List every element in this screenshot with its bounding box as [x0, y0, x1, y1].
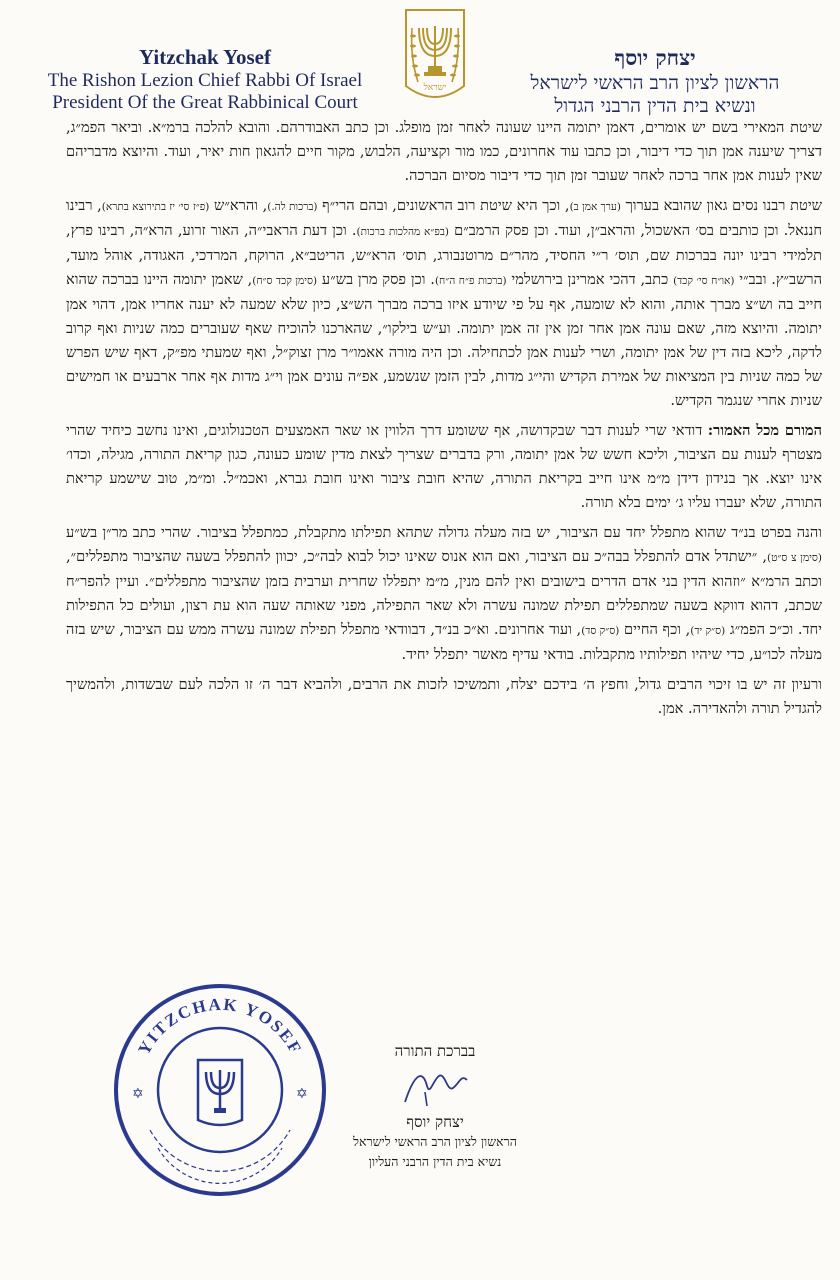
paragraph-blessing: ורעיון זה יש בו זיכוי הרבים גדול, וחפץ ה׳ בידכם יצלח, ותמשיכו לזכות את הרבים, ולהביא דבר ה׳ זו הלכה לעם שבשדות, ולהמשיך להגדיל תורה ולהאדירה. אמן.	[66, 676, 822, 717]
text-span: , והרא״ש	[209, 197, 268, 214]
text-span: שיטת רבנו נסים גאון שהובא בערוך	[620, 197, 822, 214]
text-span: , שאמן יתומה היינו בברכה שהוא חייב בה וש״צ מברך אותה, והוא לא שומעה, אף על פי שיודע איזו ברכה מברך הש״צ, כיון שלא שמעה לא יענה אחריו אמן, דהוי אמן יתומה. והיוצא מזה, שאם עונה אמן אחר זמן אין זה אמן יתומה. וע״ש בילקו״, שהארכנו להוכיח שאף שעוברים כמה שניות ואף קרוב לדקה, ליכא בזה דין של אמן יתומה, ושרי לענות אמן לכתחילה. וכן היה מורה אאמו״ר מרן זצוק״ל, ואף שמעתי מפ״ק, דאף שיש הפרש של כמה שניות בין המציאות של אמירת הקדיש והי״ג מדות, לבין הזמן שנשמע, אפ״ה עונים אמן וי״ג מדות אף אחר ארבעים או חמישים שניות אחרי שנגמר הקדיש.	[66, 271, 822, 409]
text-span: והנה בפרט בנ״ד שהוא מתפלל יחד עם הציבור, יש בזה מעלה גדולה שתהא תפילתו מתקבלת, כמתפלל בציבור. שהרי כתב מר״ן בש״ע	[66, 524, 822, 541]
closing-phrase: בברכת התורה	[394, 1042, 476, 1060]
signer-name: יצחק יוסף	[406, 1113, 464, 1131]
text-span: דודאי שרי לענות דבר שבקדושה, אף ששומע דרך הלווין או שאר האמצעים הטכנולוגים, ואינו נחשב כיחיד שהרי מצטרף לענות עם הציבור, וליכא חשש של אמן יתומה, ורק בדברים שצריך לצאת מדין שומע כעונה, כגון קריאת התורה, מגילה, וכדו׳ אינו יוצא. אך בנידון דידן מ״מ אינו חייב בקריאת התורה, שהיא חובת ציבור ואינו חובת גברא, ואכמ״ל. ומ״מ, טוב שישמע קריאת התורה, שלא יעברו עליו ג׳ ימים בלא תורה.	[66, 422, 822, 511]
text-span: . וכן דעת הראבי״ה, האור זרוע, הרא״ה, רבינו פרץ, תלמידי רבינו יונה בברכות שם, תוס׳ ר״י החסיד, מהר״ם מרוטנבורג, תוס׳ הרא״ש, הריטב״א, הרוקח, המרדכי, האגודה, אוהל מועד, הרשב״ץ. ובב״י	[66, 222, 822, 288]
paragraph-prayer	[66, 521, 822, 667]
citation: (ברכות פ״ח ה״ח)	[434, 275, 507, 287]
signer-subtitle: נשיא בית הדין הרבני העליון	[368, 1154, 502, 1169]
text-span: , רבינו חננאל. וכן כותבים בס׳ האשכול, והראב״ן, ועוד. וכן פסק הרמב״ם	[66, 197, 822, 239]
citation: (סימן קכד ס״ח)	[252, 275, 318, 287]
letterhead-en-name: Yitzchak Yosef	[138, 45, 271, 69]
handwritten-signature-icon	[375, 1062, 495, 1108]
svg-text:✡: ✡	[132, 1086, 144, 1102]
letterhead-en-subtitle: President Of the Great Rabbinical Court	[52, 92, 358, 113]
letter-body	[66, 116, 822, 727]
letterhead-hebrew	[490, 44, 820, 118]
letterhead-en-title: The Rishon Lezion Chief Rabbi Of Israel	[47, 70, 363, 91]
signer-title: הראשון לציון הרב הראשי לישראל	[353, 1134, 517, 1149]
text-span: , ועוד אחרונים. וא״כ בנ״ד, דבוודאי מתפלל תפילת שמונה עשרה ממש עם הציבור, שיש בזה מעלה לכו״ע, כדי שיהיו תפילותיו מתקבלות. בודאי עדיף מאשר יתפלל יחיד.	[66, 621, 822, 663]
svg-text:✡: ✡	[296, 1086, 308, 1102]
letterhead-he-name: יצחק יוסף	[614, 45, 696, 70]
citation: (פ״ז סי׳ יז בתירוצא בתרא)	[101, 201, 210, 213]
paragraph-meiri: שיטת המאירי בשם יש אומרים, דאמן יתומה היינו שעונה לאחר זמן מופלג. וכן כתב האבודרהם. והובא להלכה ברמ״א. וביאר הפמ״ג, דצריך שיענה אמן תוך כדי דיבור, וכן כתבו עוד אחרונים, כמו מור וקציעה, הלבוש, מקור חיים להגאון חות יאיר, ועוד. והיוצא מדבריהם שאין לענות אמן אחר ברכה לאחר שעובר זמן תוך כדי דיבור מסיום הברכה.	[66, 119, 822, 184]
menorah-emblem-icon	[404, 8, 466, 108]
rabbinate-stamp-icon	[110, 980, 330, 1200]
text-span: . וכן פסק מרן בש״ע	[317, 271, 435, 288]
stamp-text: YITZCHAK YOSEF	[134, 994, 306, 1058]
text-span: כתב, דהכי אמרינן בירושלמי	[506, 271, 674, 288]
citation: (סימן צ ס״ט)	[766, 552, 822, 564]
conclusion-heading: המורם מכל האמור:	[707, 422, 822, 439]
letterhead-he-title: הראשון לציון הרב הראשי לישראל	[530, 72, 780, 94]
citation: (ערך אמן ב)	[569, 201, 621, 213]
citation: (ברכות לה.)	[267, 201, 318, 213]
letterhead-he-subtitle: ונשיא בית הדין הרבני הגדול	[554, 95, 756, 117]
citation: (בפ״א מהלכות ברכות)	[356, 226, 449, 238]
text-span: , וכך היא שיטת רוב הראשונים, ובהם הרי״ף	[317, 197, 570, 214]
citation: (או״ח סי׳ קכד)	[673, 275, 735, 287]
signature-block	[300, 1040, 570, 1172]
text-span: , וכף החיים	[619, 621, 691, 638]
citation: (ס״ק סד)	[581, 625, 620, 637]
paragraph-conclusion	[66, 419, 822, 515]
emblem-label: ישראל	[423, 83, 447, 93]
text-span: , ״ישתדל אדם להתפלל בבה״כ עם הציבור, ואם הוא אנוס שאינו יכול לבוא לבה״כ, יכוון להתפלל בשעה שהציבור מתפללים״, וכתב הרמ״א ״וזהוא הדין בני אדם הדרים בישובים ואין להם מנין, מ״מ יתפללו שחרית וערבית בזמן שהציבור מתפללים״. ועיין להפר״ח שכתב, דהוא דווקא בשעה שמתפללים תפילת שמונה עשרה ולא שאר התפילה, מפני שאותה שעה הוא עת רצון, ועולים כל התפילות יחד. וכ״כ הפמ״ג	[66, 548, 823, 638]
paragraph-rabbenu-nissim	[66, 194, 822, 413]
citation: (ס״ק יד)	[690, 625, 726, 637]
letterhead-english	[40, 44, 370, 114]
